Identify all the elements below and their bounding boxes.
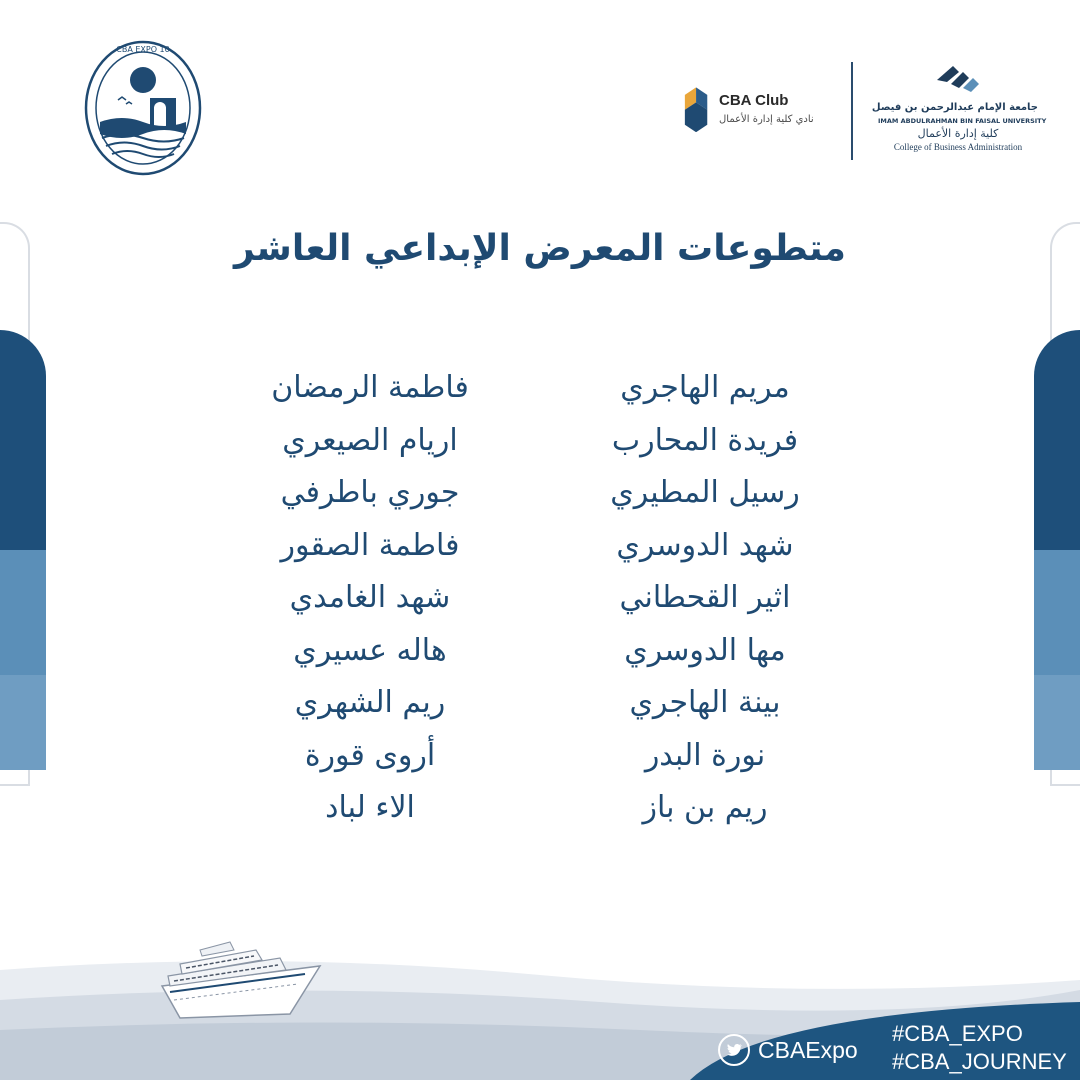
- cba-club-logo: [683, 80, 833, 136]
- volunteer-name: نورة البدر: [644, 737, 766, 773]
- names-left-column: [210, 362, 530, 835]
- page-title: متطوعات المعرض الإبداعي العاشر: [234, 228, 846, 269]
- logo-divider: [851, 62, 853, 160]
- volunteer-name: ريم بن باز: [642, 790, 768, 825]
- left-band-mid: [0, 550, 46, 675]
- volunteer-name: بينة الهاجري: [629, 685, 781, 720]
- club-name: CBA Club: [719, 92, 789, 109]
- left-band-light: [0, 675, 46, 770]
- volunteer-name: شهد الدوسري: [616, 527, 794, 563]
- university-emblem-icon: [933, 60, 983, 96]
- twitter-bird-icon: [718, 1034, 750, 1066]
- volunteer-name: فاطمة الصقور: [280, 527, 460, 563]
- twitter-handle: CBAExpo: [758, 1036, 858, 1063]
- volunteer-name: مريم الهاجري: [620, 370, 790, 405]
- names-right-column: [545, 362, 865, 835]
- college-name-en: College of Business Administration: [893, 142, 1023, 152]
- volunteer-name: ريم الشهري: [294, 685, 446, 720]
- expo-ring-text: CBA EXPO 10: [116, 45, 170, 54]
- university-name-ar: جامعة الإمام عبدالرحمن بن فيصل: [871, 102, 1038, 113]
- twitter-link[interactable]: [718, 1030, 858, 1070]
- hashtag-cba-expo[interactable]: #CBA_EXPO: [892, 1021, 1023, 1046]
- volunteer-name: اثير القحطاني: [619, 580, 791, 615]
- university-name-en: IMAM ABDULRAHMAN BIN FAISAL UNIVERSITY: [878, 117, 1047, 125]
- cruise-ship-illustration: [160, 930, 330, 1022]
- right-band-mid: [1034, 550, 1080, 675]
- volunteer-name: الاء لباد: [325, 790, 415, 825]
- club-subtitle: نادي كلية إدارة الأعمال: [719, 114, 814, 125]
- cba-club-cube-icon: [683, 82, 711, 132]
- volunteer-name: مها الدوسري: [624, 632, 786, 668]
- volunteer-name: جوري باطرفي: [280, 475, 460, 510]
- volunteer-name: فاطمة الرمضان: [271, 370, 469, 405]
- volunteer-name: أروى قورة: [304, 737, 436, 773]
- cba-expo-logo: [82, 38, 204, 178]
- university-logo: [871, 60, 1047, 156]
- hashtag-cba-journey[interactable]: #CBA_JOURNEY: [892, 1049, 1067, 1074]
- volunteer-name: هاله عسيري: [293, 632, 447, 668]
- right-band-light: [1034, 675, 1080, 770]
- hashtags: [892, 1020, 1067, 1076]
- volunteer-name: رسيل المطيري: [610, 475, 800, 510]
- college-name-ar: كلية إدارة الأعمال: [917, 127, 999, 140]
- volunteer-name: اريام الصيعري: [282, 422, 458, 458]
- volunteer-name: فريدة المحارب: [611, 422, 799, 458]
- volunteer-name: شهد الغامدي: [289, 580, 451, 615]
